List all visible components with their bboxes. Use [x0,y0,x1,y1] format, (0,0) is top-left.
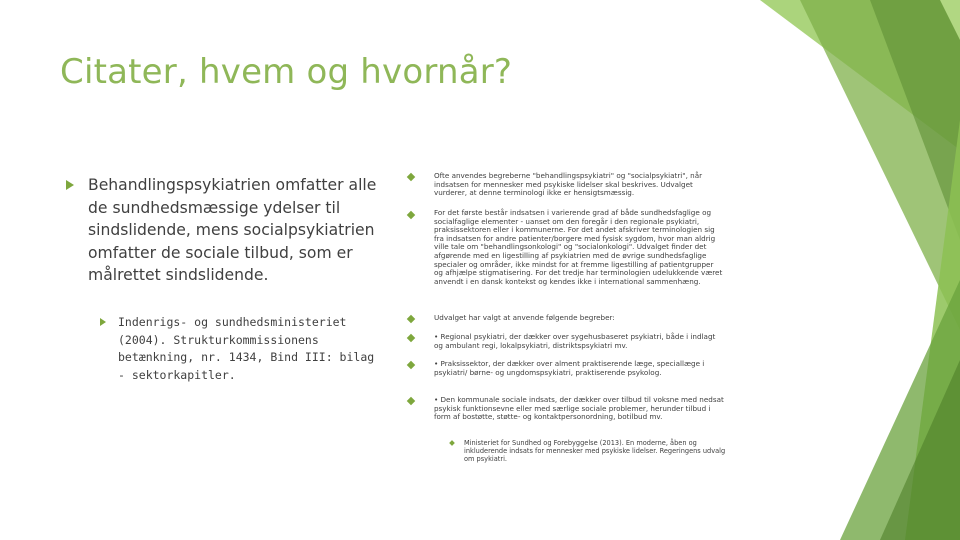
right-paragraph-6: • Den kommunale sociale indsats, der dækker over tilbud til voksne med nedsat psykisk funktionsevne eller med særlige sociale problemer, herunder tilbud i form af bostøtte, støtte- og kontaktpersonordning, botilbud mv. [434,395,724,422]
right-paragraph-1: Ofte anvendes begreberne "behandlingspsykiatri" og "socialpsykiatri", når indsatsen for mennesker med psykiske lidelser skal beskrives. Udvalget vurderer, at denne terminologi ikke er hensigtsmæssig. [434,171,703,198]
right-paragraph-2: For det første består indsatsen i varierende grad af både sundhedsfaglige og socialfaglige elementer - uanset om den foregår i den regionale psykiatri, praksissektoren eller i kommunerne. For det andet afskriver terminologien sig fra indsatsen for andre patienter/borgere med fysisk sygdom, hvor man aldrig ville tale om "behandlingsonkologi" og "socialonkologi". Udvalget finder det afgørende med en ligestilling af psykiatrien med de øvrige sundhedsfaglige specialer og områder, ikke mindst for at fremme ligestilling af patientgrupper og afhjælpe stigmatisering. For det tredje har terminologien udelukkende været anvendt i en dansk kontekst og kendes ikke i international sammenhæng. [434,208,723,286]
right-paragraph-5: • Praksissektor, der dækker over alment praktiserende læge, speciallæge i psykiatri/ børne- og ungdomspsykiatri, praktiserende psykolog. [434,359,705,377]
sub-bullet-text: Indenrigs- og sundhedsministeriet (2004). Strukturkommissionens betænkning, nr. 1434, Bind III: bilag - sektorkapitler. [118,315,375,382]
right-paragraph-4: • Regional psykiatri, der dækker over sygehusbaseret psykiatri, både i indlagt og ambulant regi, lokalpsykiatri, distriktspsykiatri mv. [434,332,716,350]
slide-title: Citater, hvem og hvornår? [60,52,513,92]
sub-bullet-arrow-icon [100,318,106,326]
main-bullet-text: Behandlingspsykiatrien omfatter alle de sundhedsmæssige ydelser til sindslidende, mens socialpsykiatrien omfatter de sociale tilbud, som er målrettet sindslidende. [88,176,377,284]
right-citation: Ministeriet for Sundhed og Forebyggelse (2013). En moderne, åben og inkluderende indsats for mennesker med psykiske lidelser. Regeringens udvalg om psykiatri. [464,439,726,464]
right-paragraph-3: Udvalget har valgt at anvende følgende begreber: [434,313,615,322]
bullet-arrow-icon [66,180,74,190]
